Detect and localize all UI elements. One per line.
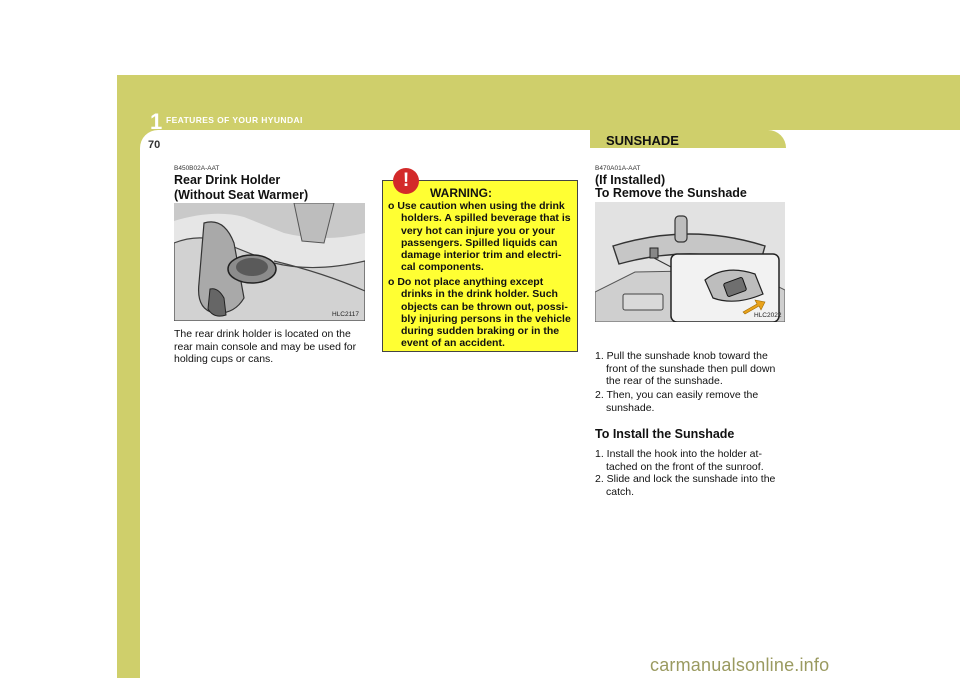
remove-step: 2. Then, you can easily remove the sunshade. [595, 389, 759, 414]
chapter-title: FEATURES OF YOUR HYUNDAI [166, 115, 303, 125]
section-tab-title: SUNSHADE [606, 133, 679, 148]
drink-holder-illustration [174, 203, 365, 321]
section-code: B450B02A-AAT [174, 165, 220, 172]
section-subheading: To Remove the Sunshade [595, 186, 747, 200]
warning-icon: ! [393, 168, 419, 194]
drink-holder-description: The rear drink holder is located on the rear main console and may be used for holding cups or cans. [174, 328, 357, 365]
install-heading: To Install the Sunshade [595, 427, 735, 441]
section-code: B470A01A-AAT [595, 165, 641, 172]
warning-title: WARNING: [430, 186, 492, 200]
figure-code: HLC2022 [754, 312, 782, 319]
figure-code: HLC2117 [332, 311, 359, 318]
warning-item: o Do not place anything except drinks in the drink holder. Such objects can be thrown out, possi- bly injuring persons in the vehicle during sudden braking or in the event of an accident. [388, 276, 571, 350]
warning-item: o Use caution when using the drink holders. A spilled beverage that is very hot can injure you or your passengers. Spilled liquids can damage interior trim and electri- cal components. [388, 200, 571, 274]
install-step: 2. Slide and lock the sunshade into the catch. [595, 473, 776, 498]
chapter-number: 1 [150, 109, 163, 134]
sunshade-illustration [595, 202, 785, 322]
section-subheading: (Without Seat Warmer) [174, 188, 309, 202]
page-number: 70 [148, 139, 161, 151]
watermark: carmanualsonline.info [650, 655, 830, 675]
install-step: 1. Install the hook into the holder at- tached on the front of the sunroof. [595, 448, 764, 473]
section-heading: Rear Drink Holder [174, 173, 281, 187]
remove-step: 1. Pull the sunshade knob toward the front of the sunshade then pull down the rear of the sunshade. [595, 350, 776, 387]
section-heading: (If Installed) [595, 173, 666, 187]
